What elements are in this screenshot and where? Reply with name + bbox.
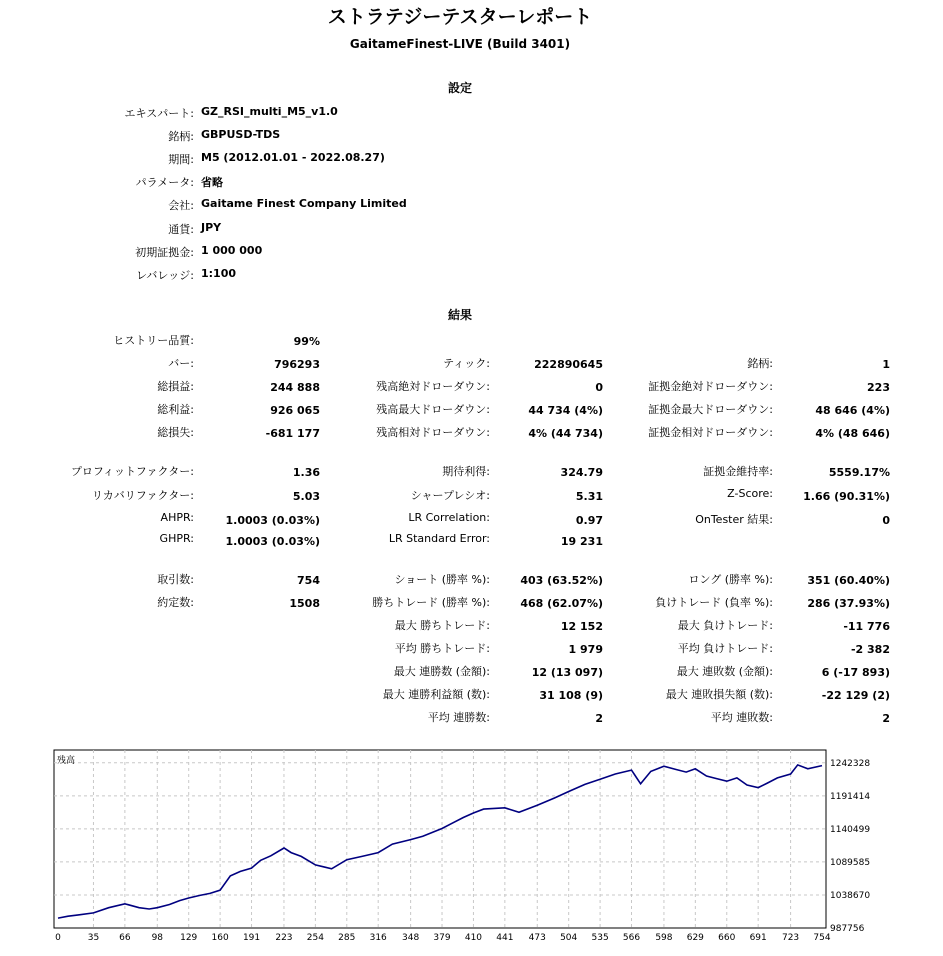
result-label: 最大 負けトレード: — [677, 619, 773, 632]
y-tick-label: 1140499 — [830, 824, 871, 835]
result-value: 6 (-17 893) — [821, 666, 890, 679]
result-value: 1.66 (90.31%) — [803, 490, 890, 503]
x-tick-label: 410 — [464, 933, 483, 943]
result-value: 1.0003 (0.03%) — [225, 535, 320, 548]
x-tick-label: 129 — [180, 933, 198, 943]
result-value: 44 734 (4%) — [528, 404, 603, 417]
result-label: 残高最大ドローダウン: — [376, 403, 490, 416]
result-value: 468 (62.07%) — [520, 597, 603, 610]
result-label: ティック: — [443, 357, 490, 370]
settings-heading: 設定 — [447, 81, 472, 95]
result-value: 0 — [595, 381, 603, 394]
result-label: 平均 連敗数: — [710, 711, 773, 724]
result-label: ロング (勝率 %): — [688, 573, 773, 586]
result-label: 残高相対ドローダウン: — [376, 426, 490, 439]
result-value: -681 177 — [265, 427, 320, 440]
result-label: 総利益: — [157, 403, 194, 416]
result-value: 2 — [882, 712, 890, 725]
result-value: 4% (48 646) — [815, 427, 890, 440]
result-value: -11 776 — [843, 620, 890, 633]
result-value: 324.79 — [560, 466, 603, 479]
x-tick-label: 535 — [591, 933, 609, 943]
result-value: 926 065 — [270, 404, 320, 417]
x-tick-label: 504 — [560, 933, 578, 943]
result-value: -2 382 — [850, 643, 890, 656]
report-subtitle: GaitameFinest-LIVE (Build 3401) — [349, 37, 571, 51]
y-tick-label: 1038670 — [830, 890, 871, 901]
result-value: 19 231 — [560, 535, 603, 548]
result-label: 総損益: — [157, 380, 194, 393]
result-label: 取引数: — [157, 573, 194, 586]
x-tick-label: 629 — [686, 933, 704, 943]
settings-label: 通貨: — [168, 222, 194, 236]
x-tick-label: 98 — [151, 933, 164, 943]
x-tick-label: 254 — [306, 933, 324, 943]
result-label: 残高絶対ドローダウン: — [376, 380, 490, 393]
result-value: 1 — [882, 358, 890, 371]
result-value: 2 — [595, 712, 603, 725]
result-label: 証拠金維持率: — [703, 465, 773, 478]
result-value: 31 108 (9) — [539, 689, 603, 702]
x-tick-label: 754 — [813, 933, 831, 943]
settings-label: エキスパート: — [124, 107, 194, 120]
result-label: 証拠金相対ドローダウン: — [648, 426, 773, 439]
result-label: 最大 連敗数 (金額): — [676, 665, 773, 678]
x-tick-label: 660 — [718, 933, 736, 943]
result-value: 5559.17% — [828, 466, 890, 479]
settings-label: 会社: — [168, 199, 194, 213]
settings-label: 期間: — [168, 153, 194, 167]
result-value: 0.97 — [575, 514, 603, 527]
x-tick-label: 66 — [119, 933, 131, 943]
result-label: 約定数: — [157, 596, 194, 609]
x-tick-label: 598 — [655, 933, 673, 943]
y-tick-labels — [830, 759, 870, 934]
balance-chart — [0, 748, 943, 956]
result-value: 286 (37.93%) — [807, 597, 890, 610]
result-label: シャープレシオ: — [410, 489, 490, 502]
result-value: 4% (44 734) — [528, 427, 603, 440]
result-label: リカバリファクター: — [91, 489, 194, 502]
result-value: 5.31 — [575, 490, 603, 503]
result-value: 1.36 — [292, 466, 320, 479]
settings-label: レバレッジ: — [136, 268, 194, 282]
result-label: 期待利得: — [442, 465, 490, 478]
result-value: 12 (13 097) — [531, 666, 603, 679]
result-value: 1.0003 (0.03%) — [225, 514, 320, 527]
result-label: バー: — [168, 357, 194, 370]
result-value: 223 — [867, 381, 890, 394]
result-value: 0 — [882, 514, 890, 527]
results-heading: 結果 — [447, 308, 472, 322]
x-tick-label: 691 — [749, 933, 767, 943]
settings-label: 銘柄: — [168, 130, 194, 144]
report-title: ストラテジーテスターレポート — [327, 6, 593, 28]
x-tick-label: 441 — [496, 933, 514, 943]
result-label: 最大 連敗損失額 (数): — [665, 688, 773, 701]
result-label: ショート (勝率 %): — [394, 573, 490, 586]
settings-value: M5 (2012.01.01 - 2022.08.27) — [201, 151, 385, 165]
result-label: 最大 勝ちトレード: — [394, 619, 490, 632]
result-value: 222890645 — [534, 358, 603, 371]
result-value: 351 (60.40%) — [807, 574, 890, 587]
result-value: 796293 — [274, 358, 320, 371]
result-value: 244 888 — [270, 381, 320, 394]
x-tick-label: 566 — [622, 933, 641, 943]
x-tick-label: 473 — [528, 933, 546, 943]
result-label: GHPR: — [159, 532, 194, 545]
settings-label: 初期証拠金: — [135, 245, 194, 259]
result-label: 証拠金絶対ドローダウン: — [648, 380, 773, 393]
y-tick-label: 1089585 — [830, 857, 871, 868]
x-tick-label: 348 — [402, 933, 420, 943]
x-tick-label: 316 — [369, 933, 387, 943]
settings-value: 1 000 000 — [201, 243, 263, 257]
settings-value: 1:100 — [201, 266, 237, 280]
result-value: 754 — [297, 574, 320, 587]
result-value: 12 152 — [560, 620, 603, 633]
x-tick-label: 723 — [781, 933, 800, 943]
result-value: 5.03 — [292, 490, 320, 503]
x-tick-labels — [55, 933, 831, 943]
y-tick-label: 987756 — [830, 924, 865, 934]
result-value: 99% — [293, 335, 320, 348]
result-label: LR Standard Error: — [388, 532, 490, 545]
result-value: -22 129 (2) — [821, 689, 890, 702]
settings-value: Gaitame Finest Company Limited — [201, 197, 407, 211]
x-tick-label: 160 — [211, 933, 229, 943]
result-label: 平均 勝ちトレード: — [394, 642, 490, 655]
result-label: 平均 負けトレード: — [677, 642, 773, 655]
settings-value: JPY — [201, 220, 222, 234]
x-tick-label: 0 — [55, 933, 61, 943]
result-label: 平均 連勝数: — [427, 711, 490, 724]
result-label: Z-Score: — [727, 487, 773, 500]
y-tick-label: 1242328 — [830, 758, 871, 769]
result-value: 403 (63.52%) — [520, 574, 603, 587]
x-tick-label: 285 — [338, 933, 356, 943]
result-label: 銘柄: — [747, 357, 773, 370]
settings-value: 省略 — [201, 176, 223, 190]
chart-title: 残高 — [57, 756, 76, 766]
settings-label: パラメータ: — [135, 176, 194, 190]
result-value: 1 979 — [568, 643, 603, 656]
result-label: AHPR: — [160, 511, 194, 524]
result-label: 勝ちトレード (勝率 %): — [372, 596, 490, 609]
settings-value: GBPUSD-TDS — [201, 128, 281, 142]
result-value: 48 646 (4%) — [815, 404, 890, 417]
y-tick-label: 1191414 — [830, 791, 871, 802]
result-label: 最大 連勝利益額 (数): — [382, 688, 490, 701]
x-tick-label: 223 — [275, 933, 293, 943]
result-label: LR Correlation: — [408, 511, 490, 524]
x-tick-label: 191 — [242, 933, 261, 943]
result-label: OnTester 結果: — [695, 513, 773, 526]
result-value: 1508 — [289, 597, 320, 610]
result-label: 証拠金最大ドローダウン: — [648, 403, 773, 416]
result-label: ヒストリー品質: — [113, 334, 194, 347]
result-label: 負けトレード (負率 %): — [655, 596, 773, 609]
result-label: プロフィットファクター: — [70, 465, 194, 478]
result-label: 総損失: — [157, 426, 194, 439]
x-tick-label: 35 — [87, 933, 100, 943]
settings-value: GZ_RSI_multi_M5_v1.0 — [201, 105, 338, 118]
result-label: 最大 連勝数 (金額): — [393, 665, 490, 678]
x-tick-label: 379 — [433, 933, 451, 943]
